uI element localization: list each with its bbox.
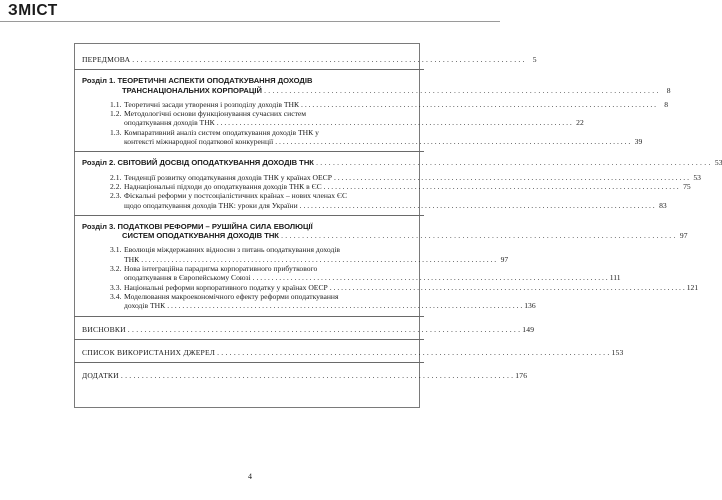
item-text: оподаткування в Європейському Союзі (124, 273, 251, 283)
item-text: Теоретичні засади утворення і розподілу доходів ТНК (124, 99, 300, 109)
toc-item-2-1[interactable] (82, 172, 701, 182)
toc-item-1-1[interactable] (82, 99, 669, 109)
section-number: Розділ 2. (82, 158, 116, 168)
item-number: 2.2. (110, 181, 122, 191)
dot-leader (324, 182, 679, 191)
dot-leader (217, 348, 609, 357)
toc-section-3[interactable] (82, 221, 688, 241)
toc-section-2[interactable] (82, 158, 722, 168)
item-text: Нова інтеграційна парадигма корпоративного прибуткового (124, 264, 318, 274)
dot-leader (217, 118, 572, 127)
item-text: оподаткування доходів ТНК (124, 118, 215, 128)
dot-leader (334, 173, 689, 182)
dot-leader (281, 231, 676, 240)
item-number: 1.2. (110, 109, 122, 119)
toc-appendices[interactable] (82, 371, 528, 381)
toc-references[interactable] (82, 347, 624, 357)
item-number: 3.1. (110, 245, 122, 255)
toc-label: ПЕРЕДМОВА (82, 55, 131, 64)
toc-page-number: 136 (524, 301, 536, 311)
section-divider (74, 151, 424, 152)
toc-item-3-4[interactable] (82, 291, 536, 311)
section-number: Розділ 1. (82, 76, 116, 86)
toc-page-number: 149 (522, 324, 535, 334)
toc-page-number: 39 (634, 137, 643, 147)
table-of-contents (82, 44, 722, 381)
dot-leader (300, 201, 655, 210)
toc-page-number: 5 (532, 55, 537, 64)
section-title-line: ПОДАТКОВІ РЕФОРМИ – РУШІЙНА СИЛА ЕВОЛЮЦІЇ (117, 221, 313, 231)
dot-leader (330, 283, 685, 292)
dot-leader (167, 301, 522, 310)
dot-leader (132, 55, 524, 64)
item-text: ТНК (124, 254, 140, 264)
item-text: Фіскальні реформи у постсоціалістичних країнах – нових членах ЄС (124, 191, 348, 201)
item-number: 3.4. (110, 291, 122, 301)
toc-page-number: 75 (683, 181, 691, 191)
dot-leader (121, 371, 513, 380)
toc-page-number: 97 (500, 254, 509, 264)
toc-page-number: 153 (611, 347, 624, 357)
toc-item-2-3[interactable] (82, 191, 667, 210)
toc-page-number: 8 (664, 99, 669, 109)
toc-item-1-2[interactable] (82, 109, 584, 128)
item-text: щодо оподаткування доходів ТНК: уроки для України (124, 200, 298, 210)
item-text: Компаративний аналіз систем оподаткування доходів ТНК у (124, 127, 319, 137)
item-number: 2.1. (110, 172, 122, 182)
toc-label: СПИСОК ВИКОРИСТАНИХ ДЖЕРЕЛ (82, 347, 216, 357)
item-text: контексті міжнародної податкової конкуренції (124, 137, 274, 147)
item-text: доходів ТНК (124, 301, 166, 311)
toc-item-3-1[interactable] (82, 245, 509, 264)
item-number: 3.2. (110, 264, 122, 274)
item-number: 2.3. (110, 191, 122, 201)
toc-label: ВИСНОВКИ (82, 324, 126, 334)
section-divider (74, 69, 424, 70)
toc-page-number: 176 (515, 371, 528, 381)
toc-page-number: 83 (659, 200, 667, 210)
item-number: 1.1. (110, 99, 122, 109)
section-divider (74, 339, 424, 340)
dot-leader (253, 273, 608, 282)
item-number: 3.3. (110, 282, 122, 292)
dot-leader (141, 255, 496, 264)
item-text: Наднаціональні підходи до оподаткування доходів ТНК в ЄС (124, 181, 322, 191)
section-title-line: СИСТЕМ ОПОДАТКУВАННЯ ДОХОДІВ ТНК (122, 231, 279, 241)
dot-leader (264, 86, 659, 95)
section-title-line: ТЕОРЕТИЧНІ АСПЕКТИ ОПОДАТКУВАННЯ ДОХОДІВ (117, 76, 313, 86)
section-title-line: ТРАНСНАЦІОНАЛЬНИХ КОРПОРАЦІЙ (122, 85, 262, 95)
item-text: Моделювання макроекономічного ефекту реформи оподаткування (124, 291, 339, 301)
toc-item-2-2[interactable] (82, 181, 691, 191)
section-divider (74, 362, 424, 363)
item-text: Методологічні основи функціонування сучасних систем (124, 109, 307, 119)
title-rule (0, 21, 500, 22)
item-text: Тенденції розвитку оподаткування доходів ТНК у країнах ОЕСР (124, 172, 332, 182)
toc-label: ДОДАТКИ (82, 371, 119, 381)
section-number: Розділ 3. (82, 221, 116, 231)
dot-leader (316, 158, 711, 167)
toc-page-number: 97 (679, 231, 688, 241)
toc-page-number: 53 (693, 172, 701, 182)
item-text: Еволюція міждержавних відносин з питань оподаткування доходів (124, 245, 341, 255)
page-number: 4 (248, 472, 252, 481)
toc-page-number: 111 (609, 273, 621, 283)
toc-page-number: 22 (576, 118, 584, 128)
section-divider (74, 316, 424, 317)
dot-leader (128, 325, 520, 334)
toc-page-number: 121 (686, 282, 699, 292)
toc-page-number: 8 (666, 85, 671, 95)
section-title-line: СВІТОВИЙ ДОСВІД ОПОДАТКУВАННЯ ДОХОДІВ ТНК (117, 158, 314, 168)
toc-page-number: 53 (714, 158, 722, 168)
section-divider (74, 215, 424, 216)
toc-item-3-2[interactable] (82, 264, 621, 283)
dot-leader (301, 100, 656, 109)
toc-conclusions[interactable] (82, 324, 535, 334)
item-number: 1.3. (110, 127, 122, 137)
dot-leader (275, 137, 630, 146)
toc-item-3-3[interactable] (82, 282, 699, 292)
toc-item-1-3[interactable] (82, 127, 643, 147)
page-title: ЗМІСТ (8, 2, 58, 19)
toc-preface[interactable] (82, 55, 537, 64)
item-text: Національні реформи корпоративного податку у країнах ОЕСР (124, 282, 328, 292)
toc-section-1[interactable] (82, 76, 671, 95)
